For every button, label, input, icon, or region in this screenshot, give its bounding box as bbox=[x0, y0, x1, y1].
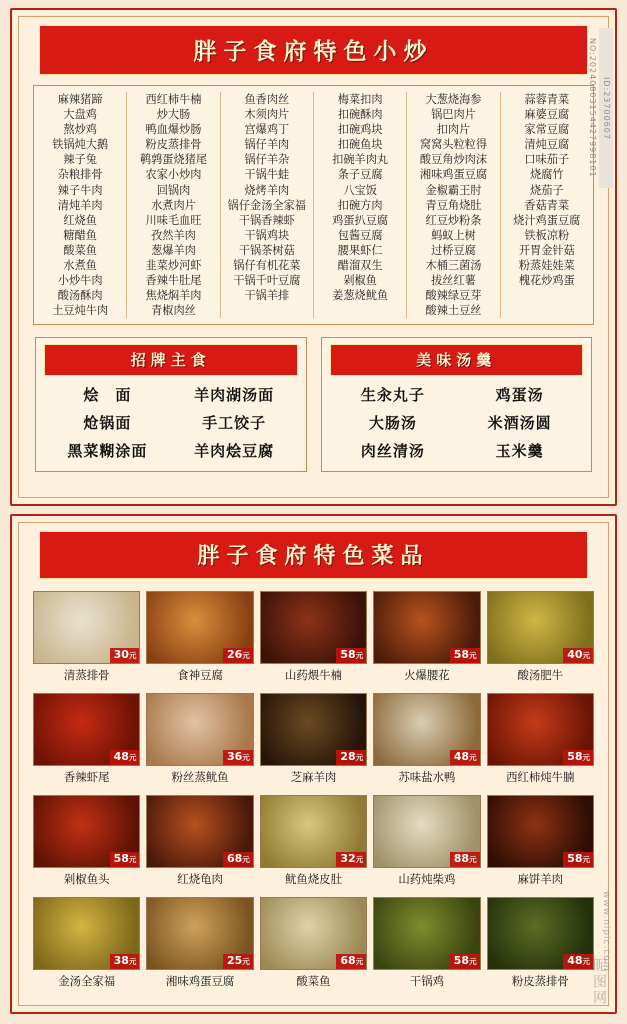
dish-name: 酸汤肥牛 bbox=[517, 668, 564, 682]
menu-item: 孜然羊肉 bbox=[151, 228, 196, 242]
menu-item: 干锅牛蛙 bbox=[244, 168, 290, 182]
menu-item: 干锅香辣虾 bbox=[238, 213, 295, 227]
dish-price-badge bbox=[450, 852, 480, 867]
menu-item: 鹌鹑蛋烧猪尾 bbox=[139, 153, 208, 167]
dish-card bbox=[373, 591, 480, 687]
dish-photo bbox=[260, 693, 367, 766]
dish-price-unit: 元 bbox=[355, 651, 364, 660]
menu-item: 香辣牛肚尾 bbox=[145, 274, 202, 288]
dish-photo bbox=[146, 693, 253, 766]
dish-price-badge bbox=[336, 954, 366, 969]
dish-photo bbox=[487, 693, 594, 766]
dish-price-value: 30 bbox=[113, 648, 129, 661]
menu-item: 酸豆角炒肉沫 bbox=[419, 153, 488, 167]
menu-item: 杂粮排骨 bbox=[57, 168, 103, 182]
dish-name: 剁椒鱼头 bbox=[63, 872, 110, 886]
menu-item: 西红柿牛楠 bbox=[145, 93, 202, 106]
menu-item: 酸汤酥肉 bbox=[57, 289, 103, 303]
dish-price-unit: 元 bbox=[469, 855, 477, 864]
bottom-banner-title: 胖子食府特色菜品 bbox=[39, 531, 588, 579]
menu-item: 鱼香肉丝 bbox=[244, 93, 290, 106]
dish-price-badge bbox=[223, 648, 253, 663]
dish-price-value: 88 bbox=[453, 852, 470, 865]
sub-menu-item: 黑菜糊涂面 bbox=[67, 442, 148, 461]
dish-card bbox=[487, 795, 594, 891]
dish-photo bbox=[373, 795, 480, 868]
dish-name: 粉皮蒸排骨 bbox=[511, 974, 569, 988]
dish-photo bbox=[33, 693, 140, 766]
menu-item: 韭菜炒河虾 bbox=[145, 259, 202, 273]
dish-name: 苏味盐水鸭 bbox=[398, 770, 456, 784]
menu-item: 土豆炖牛肉 bbox=[52, 304, 109, 318]
menu-item: 锅仔羊杂 bbox=[244, 153, 290, 167]
dish-card bbox=[260, 897, 367, 993]
dish-name: 麻饼羊肉 bbox=[517, 872, 564, 886]
dish-price-badge bbox=[450, 954, 480, 969]
dish-photo bbox=[146, 591, 253, 664]
menu-item: 干锅茶树菇 bbox=[238, 243, 295, 257]
menu-item: 剁椒鱼 bbox=[343, 274, 377, 288]
menu-column-6 bbox=[501, 92, 593, 318]
menu-item: 红烧鱼 bbox=[63, 213, 97, 227]
dish-name: 金汤全家福 bbox=[58, 974, 116, 988]
menu-item: 熬炒鸡 bbox=[63, 123, 97, 137]
menu-item: 鸡蛋扒豆腐 bbox=[332, 213, 389, 227]
dish-photo bbox=[33, 795, 140, 868]
menu-item: 口味茄子 bbox=[524, 153, 570, 167]
dish-price-unit: 元 bbox=[355, 855, 364, 864]
dish-price-unit: 元 bbox=[469, 651, 477, 660]
dish-photo bbox=[487, 897, 594, 970]
sub-sections-row bbox=[35, 337, 592, 472]
dish-photo bbox=[146, 897, 253, 970]
dish-price-value: 58 bbox=[567, 852, 583, 865]
menu-item: 窝窝头粒粒得 bbox=[419, 138, 488, 152]
menu-item: 清炖豆腐 bbox=[524, 138, 570, 152]
dish-photo bbox=[33, 897, 140, 970]
menu-item: 青椒肉丝 bbox=[151, 304, 196, 318]
specialty-stirfry-panel bbox=[10, 8, 617, 506]
menu-item: 铁锅炖大鹅 bbox=[52, 138, 109, 152]
menu-item: 干锅羊排 bbox=[244, 289, 290, 303]
menu-item: 金椒霸王肘 bbox=[425, 183, 482, 197]
stirfry-menu-grid bbox=[33, 85, 594, 325]
menu-item: 扣碗鸡块 bbox=[337, 123, 383, 137]
dish-price-badge bbox=[563, 648, 593, 663]
dish-price-badge bbox=[223, 750, 253, 765]
menu-item: 锅仔羊肉 bbox=[244, 138, 290, 152]
menu-item: 八宝饭 bbox=[343, 183, 377, 197]
dish-price-badge bbox=[563, 750, 593, 765]
dish-photo bbox=[260, 795, 367, 868]
menu-item: 川味毛血旺 bbox=[145, 213, 202, 227]
dish-price-value: 28 bbox=[340, 750, 356, 763]
dish-price-value: 26 bbox=[226, 648, 243, 661]
dish-price-unit: 元 bbox=[582, 957, 590, 966]
watermark-logo: 昵图网 bbox=[591, 958, 607, 1006]
sub-menu-item: 大肠汤 bbox=[368, 414, 417, 433]
menu-item: 辣子牛肉 bbox=[57, 183, 103, 197]
dish-name: 鱿鱼烧皮肚 bbox=[285, 872, 342, 886]
dish-price-badge bbox=[336, 648, 366, 663]
dish-card bbox=[260, 693, 367, 789]
dish-card bbox=[260, 591, 367, 687]
menu-column-3 bbox=[221, 92, 314, 318]
dish-photo bbox=[487, 591, 594, 664]
sub-menu-item: 手工饺子 bbox=[202, 414, 267, 433]
dish-price-unit: 元 bbox=[582, 651, 590, 660]
menu-item: 红豆炒粉条 bbox=[425, 213, 482, 227]
menu-item: 拔丝红薯 bbox=[431, 274, 476, 288]
staple-banner-title: 招牌主食 bbox=[44, 344, 298, 376]
dish-card bbox=[487, 591, 594, 687]
menu-item: 农家小炒肉 bbox=[145, 168, 202, 182]
menu-item: 宫爆鸡丁 bbox=[244, 123, 290, 137]
dish-price-unit: 元 bbox=[128, 957, 137, 966]
dish-name: 火爆腰花 bbox=[404, 668, 450, 682]
dish-price-unit: 元 bbox=[242, 753, 250, 762]
sub-menu-item: 玉米羹 bbox=[495, 442, 544, 461]
soup-panel bbox=[321, 337, 593, 472]
dish-price-value: 58 bbox=[453, 648, 470, 661]
menu-item: 木须肉片 bbox=[244, 108, 290, 122]
dish-price-unit: 元 bbox=[128, 753, 137, 762]
menu-item: 大葱烧海参 bbox=[425, 93, 482, 106]
menu-item: 青豆角烧肚 bbox=[425, 198, 482, 212]
dish-price-badge bbox=[563, 852, 593, 867]
dish-photo bbox=[373, 591, 480, 664]
dish-card bbox=[33, 591, 140, 687]
dish-price-unit: 元 bbox=[582, 753, 590, 762]
menu-item: 锅仔有机花菜 bbox=[233, 259, 301, 273]
dish-price-badge bbox=[110, 750, 140, 765]
menu-item: 回锅肉 bbox=[156, 183, 191, 197]
dish-price-badge bbox=[450, 648, 480, 663]
dish-price-badge bbox=[223, 852, 253, 867]
dish-price-unit: 元 bbox=[128, 651, 137, 660]
dish-card bbox=[487, 897, 594, 993]
menu-item: 扣碗方肉 bbox=[337, 198, 383, 212]
dish-name: 食神豆腐 bbox=[177, 668, 223, 682]
menu-column-2 bbox=[127, 92, 220, 318]
menu-item: 家常豆腐 bbox=[524, 123, 570, 137]
dish-name: 粉丝蒸鱿鱼 bbox=[171, 770, 229, 784]
dish-photo bbox=[146, 795, 253, 868]
menu-item: 蚂蚁上树 bbox=[431, 228, 476, 242]
menu-item: 酸辣土豆丝 bbox=[425, 304, 482, 318]
dish-card bbox=[260, 795, 367, 891]
dish-card bbox=[146, 795, 253, 891]
sub-menu-item: 米酒汤圆 bbox=[487, 414, 552, 433]
menu-item: 干锅鸡块 bbox=[244, 228, 290, 242]
menu-item: 湘味鸡蛋豆腐 bbox=[419, 168, 488, 182]
dish-price-badge bbox=[336, 852, 366, 867]
top-banner-title: 胖子食府特色小炒 bbox=[39, 25, 588, 75]
dish-photo bbox=[373, 897, 480, 970]
dish-price-value: 58 bbox=[567, 750, 583, 763]
menu-item: 扣碗鱼块 bbox=[337, 138, 383, 152]
sub-menu-item: 鸡蛋汤 bbox=[495, 386, 544, 405]
dish-price-value: 58 bbox=[340, 648, 356, 661]
menu-item: 葱爆羊肉 bbox=[151, 243, 196, 257]
menu-item: 粉蒸娃娃菜 bbox=[518, 259, 575, 273]
menu-item: 麻辣猪蹄 bbox=[57, 93, 103, 106]
menu-item: 槐花炒鸡蛋 bbox=[518, 274, 575, 288]
dish-name: 香辣虾尾 bbox=[63, 770, 110, 784]
sub-menu-item: 羊肉湖汤面 bbox=[194, 386, 275, 405]
dish-card bbox=[146, 693, 253, 789]
menu-item: 酸菜鱼 bbox=[63, 243, 97, 257]
sub-menu-item: 肉丝清汤 bbox=[360, 442, 425, 461]
dish-price-value: 38 bbox=[113, 954, 129, 967]
dish-price-unit: 元 bbox=[469, 957, 477, 966]
dish-price-unit: 元 bbox=[355, 957, 364, 966]
dish-price-unit: 元 bbox=[355, 753, 364, 762]
menu-item: 水煮肉片 bbox=[151, 198, 196, 212]
dish-price-value: 32 bbox=[340, 852, 356, 865]
menu-item: 姜葱烧鱿鱼 bbox=[332, 289, 389, 303]
dish-card bbox=[146, 897, 253, 993]
menu-item: 辣子兔 bbox=[63, 153, 97, 167]
menu-column-1 bbox=[34, 92, 127, 318]
sub-menu-item: 烩 面 bbox=[83, 386, 132, 405]
dish-price-value: 48 bbox=[567, 954, 583, 967]
menu-item: 香菇青菜 bbox=[524, 198, 570, 212]
menu-item: 烧汁鸡蛋豆腐 bbox=[513, 213, 581, 227]
dish-name: 酸菜鱼 bbox=[296, 974, 331, 988]
staple-items-grid bbox=[44, 384, 298, 461]
dish-price-unit: 元 bbox=[469, 753, 477, 762]
dish-price-unit: 元 bbox=[242, 651, 250, 660]
dish-price-badge bbox=[336, 750, 366, 765]
menu-item: 木桶三菌汤 bbox=[425, 259, 482, 273]
menu-item: 酸辣绿豆芽 bbox=[425, 289, 482, 303]
menu-item: 烧茄子 bbox=[530, 183, 564, 197]
dish-price-badge bbox=[110, 648, 140, 663]
menu-item: 锅巴肉片 bbox=[431, 108, 476, 122]
menu-item: 焦烧焖羊肉 bbox=[145, 289, 202, 303]
dish-price-value: 48 bbox=[113, 750, 129, 763]
menu-item: 梅菜扣肉 bbox=[337, 93, 383, 106]
soup-items-grid bbox=[330, 384, 584, 461]
dish-price-unit: 元 bbox=[128, 855, 137, 864]
menu-item: 烧烤羊肉 bbox=[244, 183, 290, 197]
dish-card bbox=[373, 795, 480, 891]
dish-card bbox=[373, 897, 480, 993]
dish-name: 湘味鸡蛋豆腐 bbox=[165, 974, 235, 988]
dish-photo bbox=[373, 693, 480, 766]
dish-price-badge bbox=[110, 954, 140, 969]
dish-price-value: 48 bbox=[453, 750, 470, 763]
soup-banner-title: 美味汤羹 bbox=[330, 344, 584, 376]
menu-item: 过桥豆腐 bbox=[431, 243, 476, 257]
dish-card bbox=[487, 693, 594, 789]
dish-price-value: 36 bbox=[226, 750, 243, 763]
dish-price-value: 25 bbox=[226, 954, 243, 967]
menu-item: 铁板凉粉 bbox=[524, 228, 570, 242]
sub-menu-item: 炝锅面 bbox=[83, 414, 132, 433]
dish-card bbox=[146, 591, 253, 687]
dish-name: 清蒸排骨 bbox=[63, 668, 110, 682]
dish-price-unit: 元 bbox=[582, 855, 590, 864]
menu-item: 蒜蓉青菜 bbox=[524, 93, 570, 106]
menu-item: 包酱豆腐 bbox=[337, 228, 383, 242]
dish-name: 山药炖柴鸡 bbox=[398, 872, 456, 886]
menu-item: 鸭血爆炒肠 bbox=[145, 123, 202, 137]
dish-card bbox=[33, 795, 140, 891]
sub-menu-item: 羊肉烩豆腐 bbox=[194, 442, 275, 461]
dish-price-value: 40 bbox=[567, 648, 583, 661]
staple-food-panel bbox=[35, 337, 307, 472]
menu-item: 粉皮蒸排骨 bbox=[145, 138, 202, 152]
menu-item: 清炖羊肉 bbox=[57, 198, 103, 212]
menu-item: 干锅千叶豆腐 bbox=[233, 274, 301, 288]
menu-item: 大盘鸡 bbox=[63, 108, 97, 122]
dish-name: 西红柿炖牛腩 bbox=[506, 770, 575, 784]
menu-item: 醋溜双生 bbox=[337, 259, 383, 273]
panel-inner-bottom bbox=[18, 522, 609, 1006]
dish-card bbox=[33, 693, 140, 789]
menu-item: 锅仔金汤全家福 bbox=[227, 198, 306, 212]
dish-price-value: 68 bbox=[226, 852, 243, 865]
dish-price-badge bbox=[110, 852, 140, 867]
dish-price-value: 58 bbox=[453, 954, 470, 967]
dish-name: 干锅鸡 bbox=[409, 974, 444, 988]
menu-column-5 bbox=[407, 92, 500, 318]
dish-card bbox=[373, 693, 480, 789]
dish-price-badge bbox=[223, 954, 253, 969]
dish-name: 山药煨牛楠 bbox=[285, 668, 342, 682]
panel-inner-top bbox=[18, 16, 609, 498]
dish-photo bbox=[487, 795, 594, 868]
menu-item: 条子豆腐 bbox=[337, 168, 383, 182]
menu-item: 炒大肠 bbox=[156, 108, 191, 122]
dish-price-badge bbox=[450, 750, 480, 765]
sub-menu-item: 生汆丸子 bbox=[360, 386, 425, 405]
dish-photo bbox=[33, 591, 140, 664]
menu-item: 烧腐竹 bbox=[530, 168, 564, 182]
watermark-site: www.nipic.com bbox=[601, 891, 611, 972]
menu-item: 开胃金针菇 bbox=[518, 243, 575, 257]
dish-photo-grid bbox=[33, 591, 594, 993]
dish-name: 芝麻羊肉 bbox=[290, 770, 337, 784]
menu-item: 糖醋鱼 bbox=[63, 228, 97, 242]
menu-item: 扣碗酥肉 bbox=[337, 108, 383, 122]
dish-price-unit: 元 bbox=[242, 957, 250, 966]
menu-item: 水煮鱼 bbox=[63, 259, 97, 273]
menu-column-4 bbox=[314, 92, 407, 318]
dish-name: 红烧龟肉 bbox=[177, 872, 223, 886]
specialty-dishes-panel bbox=[10, 514, 617, 1014]
dish-card bbox=[33, 897, 140, 993]
menu-item: 扣肉片 bbox=[436, 123, 471, 137]
menu-item: 腰果虾仁 bbox=[337, 243, 383, 257]
dish-price-unit: 元 bbox=[242, 855, 250, 864]
dish-photo bbox=[260, 591, 367, 664]
dish-price-value: 68 bbox=[340, 954, 356, 967]
watermark-id-code: ID:23700607 NO:20240803154427998101 bbox=[599, 28, 613, 188]
dish-price-value: 58 bbox=[113, 852, 129, 865]
menu-item: 麻婆豆腐 bbox=[524, 108, 570, 122]
menu-item: 扣碗羊肉丸 bbox=[332, 153, 389, 167]
menu-item: 小炒牛肉 bbox=[57, 274, 103, 288]
dish-photo bbox=[260, 897, 367, 970]
